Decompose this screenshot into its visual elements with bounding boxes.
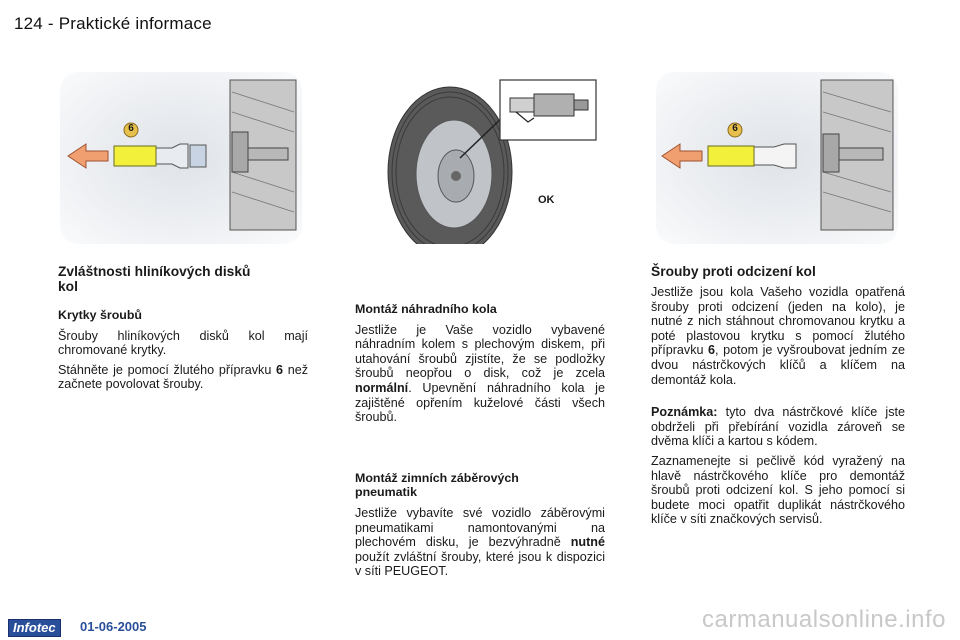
page-title: Praktické informace: [58, 14, 212, 33]
wheel-illustration: [360, 72, 608, 244]
paragraph-winter-tyres: Jestliže vybavíte své vozidlo záběrovými pneumatikami namontovanými na plechovém disku, je bezvýhradně nutné použít zvláštní šrouby, které jsou k dispozici v síti PEUGEOT.: [355, 505, 605, 579]
anti-theft-illustration: [656, 72, 898, 244]
callout-number-right: 6: [732, 123, 738, 134]
left-column: [58, 264, 308, 397]
right-column: [651, 264, 905, 532]
tool-number: 6: [276, 362, 284, 377]
paragraph-spare-wheel: Jestliže je Vaše vozidlo vybavené náhradním kolem s plechovým diskem, při utahování šroubů zjistíte, že se podložky šroubů neopřou o disk, což je zcela normální. Upevnění náhradního kola je zajištěné opřením kuželové části všech šroubů.: [355, 322, 605, 425]
figure-anti-theft: [656, 72, 898, 244]
bold-required: nutné: [570, 535, 605, 550]
section-heading-anti-theft: Šrouby proti odcizení kol: [651, 264, 816, 279]
note-label: Poznámka:: [651, 405, 718, 420]
callout-number-left: 6: [128, 123, 134, 134]
tool-number-right: 6: [708, 343, 716, 358]
cap-removal-illustration: [60, 72, 302, 244]
section-heading-alloy: Zvláštnosti hliníkových disků kol: [58, 264, 251, 294]
paragraph-caps: Šrouby hliníkových disků kol mají chromované krytky.: [58, 328, 308, 358]
paragraph-anti-theft: Jestliže jsou kola Vašeho vozidla opatřená šrouby proti odcizení (jeden na kolo), je nutné z nich stáhnout chromovanou krytku a poté plastovou krytku s pomocí žlutého přípravku 6, potom je vyšroubovat jedním ze dvou nástrčkových klíčů a klíčem na demontáž kola.: [651, 285, 905, 387]
subheading-caps: Krytky šroubů: [58, 308, 142, 322]
footer-date: 01-06-2005: [80, 619, 147, 634]
header-separator: -: [47, 14, 54, 33]
infotec-logo: Infotec: [8, 619, 61, 637]
paragraph-remove-caps: Stáhněte je pomocí žlutého přípravku 6 než začnete povolovat šrouby.: [58, 362, 308, 392]
ok-label: OK: [538, 194, 555, 206]
middle-column: [355, 302, 605, 584]
page-number: 124: [14, 14, 43, 33]
bold-normal: normální: [355, 380, 409, 395]
section-heading-winter: Montáž zimních záběrových pneumatik: [355, 470, 519, 500]
watermark: carmanualsonline.info: [702, 606, 946, 633]
page-header: [14, 14, 212, 34]
figure-wheel: [360, 72, 608, 244]
paragraph-note: Poznámka: tyto dva nástrčkové klíče jste obdrželi při přebírání vozidla zároveň se dvěma klíči a kartou s kódem.: [651, 405, 905, 449]
figure-cap-removal: [60, 72, 302, 244]
paragraph-code: Zaznamenejte si pečlivě kód vyražený na hlavě nástrčkového klíče pro demontáž šroubů proti odcizení kol. S jeho pomocí si budete moci opatřit duplikát nástrčkového klíče v síti značkových servisů.: [651, 453, 905, 527]
section-heading-spare: Montáž náhradního kola: [355, 302, 497, 316]
